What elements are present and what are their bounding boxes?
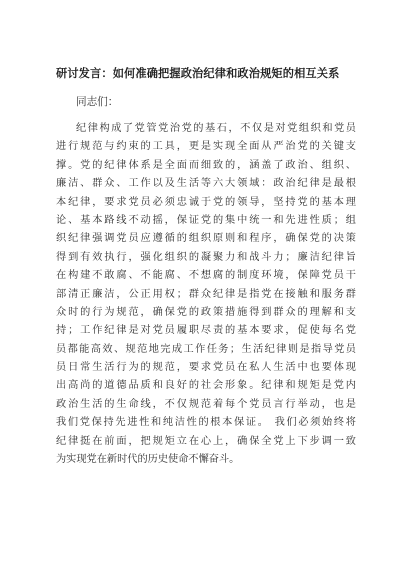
- paragraph-line: 进行规范与约束的工具，更是实现全面从严治党的关键支: [56, 141, 356, 153]
- paragraph-line: 撑。党的纪律体系是全面而细致的，涵盖了政治、组织、: [56, 159, 356, 171]
- paragraph-line: 持；工作纪律是对党员履职尽责的基本要求，促使每名党: [56, 325, 356, 337]
- paragraph-line: 出高尚的道德品质和良好的社会形象。纪律和规矩是党内: [56, 380, 356, 392]
- paragraph-line: 员都能高效、规范地完成工作任务；生活纪律则是指导党员: [56, 343, 356, 355]
- paragraph-line: 为实现党在新时代的历史使命不懈奋斗。: [56, 454, 240, 466]
- paragraph-line: 众时的行为规范，确保党的政策措施得到群众的理解和支: [56, 306, 356, 318]
- paragraph-line: 本纪律，要求党员必须忠诚于党的领导，坚持党的基本理: [56, 196, 356, 208]
- salutation: 同志们：: [76, 96, 119, 108]
- paragraph-line: 员日常生活行为的规范，要求党员在私人生活中也要体现: [56, 362, 356, 374]
- paragraph-line: 政治生活的生命线，不仅规范着每个党员言行举动，也是: [56, 398, 356, 410]
- document-title: 研讨发言：如何准确把握政治纪律和政治规矩的相互关系: [56, 66, 340, 80]
- paragraph-line: 纪律构成了党管党治党的基石，不仅是对党组织和党员: [76, 123, 356, 134]
- paragraph-line: 论、基本路线不动摇，保证党的集中统一和先进性质；组: [56, 214, 356, 226]
- paragraph-line: 纪律挺在前面，把规矩立在心上，确保全党上下步调一致: [56, 435, 356, 447]
- paragraph-line: 廉洁、群众、工作以及生活等六大领域：政治纪律是最根: [56, 178, 356, 190]
- body-paragraph: [56, 120, 356, 469]
- paragraph-line: 得到有效执行，强化组织的凝聚力和战斗力；廉洁纪律旨: [56, 251, 356, 263]
- paragraph-line: 部清正廉洁，公正用权；群众纪律是指党在接触和服务群: [56, 288, 356, 300]
- paragraph-line: 织纪律强调党员应遵循的组织原则和程序，确保党的决策: [56, 233, 356, 245]
- paragraph-line: 在构建不敢腐、不能腐、不想腐的制度环境，保障党员干: [56, 270, 356, 282]
- paragraph-line: 我们党保持先进性和纯洁性的根本保证。 我们必须始终将: [56, 417, 356, 429]
